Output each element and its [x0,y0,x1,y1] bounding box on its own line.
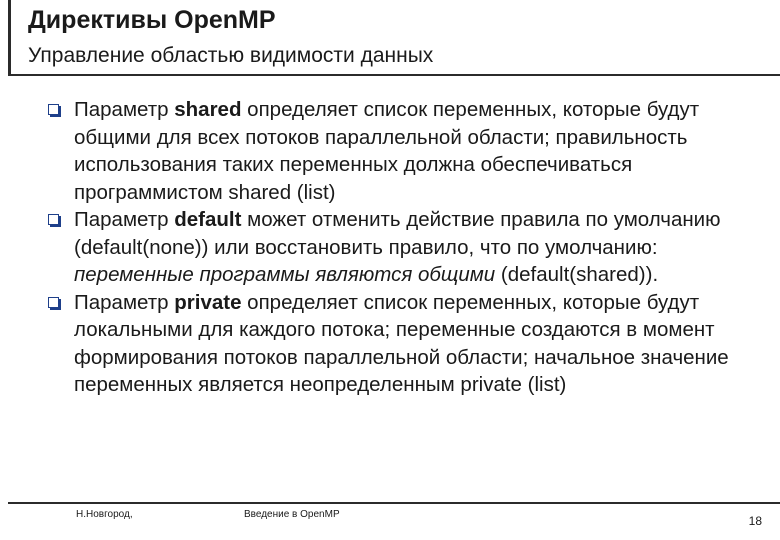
footer-location: Н.Новгород, [76,509,133,520]
bullet-text: может отменить действие правила по умолчанию (default(none)) или восстановить правило, что по умолчанию: [74,208,721,259]
bullet-item-default [48,206,748,289]
bullet-item-private [48,289,748,399]
italic-phrase: переменные программы являются общими [74,263,496,286]
square-bullet-icon [48,104,59,115]
bullet-text: (default(shared)). [495,263,659,286]
square-bullet-icon [48,297,59,308]
slide-title: Директивы OpenMP [28,6,276,34]
keyword-private: private [174,290,242,314]
bullet-list [48,96,748,399]
slide-subtitle: Управление областью видимости данных [28,44,434,67]
bullet-text: Параметр [74,98,175,121]
bullet-text: Параметр [74,208,175,231]
bullet-item-shared [48,96,748,206]
keyword-shared: shared [174,98,242,121]
square-bullet-icon [48,214,59,225]
title-accent-bar [8,0,11,74]
title-divider [8,74,780,76]
bullet-text: Параметр [74,290,175,314]
bullet-text: определяет список переменных, которые будут локальными для каждого потока; переменные создаются в момент формирования потоков параллельной области; начальное значение переменных является неопределенным private (list) [74,290,729,396]
keyword-default: default [174,208,242,231]
footer-divider [8,502,780,504]
page-number: 18 [748,514,762,528]
bullet-text: определяет список переменных, которые будут общими для всех потоков параллельной области; правильность использования таких переменных должна обеспечиваться программистом shared (list) [74,98,700,204]
footer-course-title: Введение в OpenMP [244,509,340,520]
